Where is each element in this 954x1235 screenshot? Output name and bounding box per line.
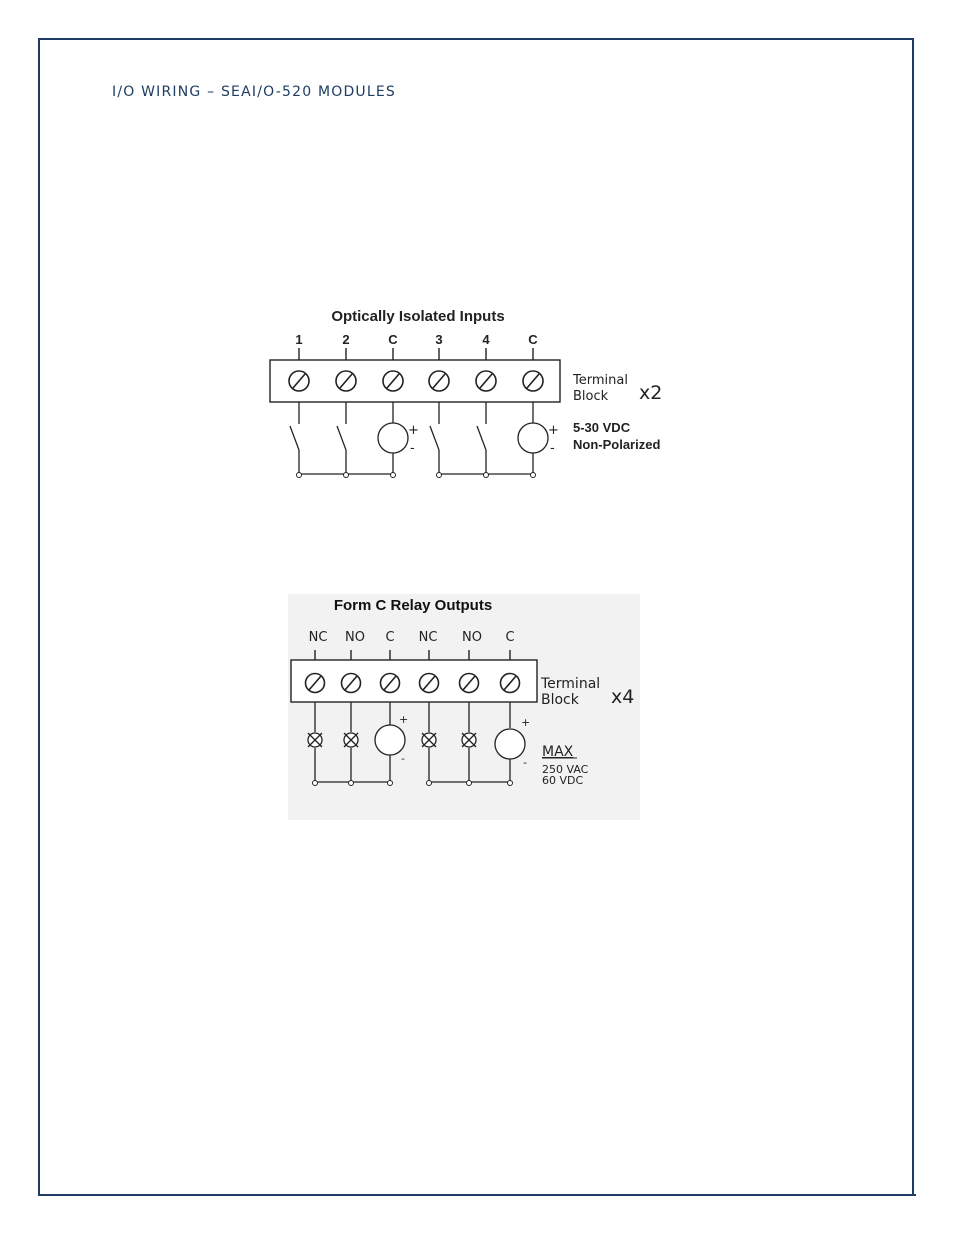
- outputs-max-label: MAX: [542, 744, 574, 760]
- outputs-terminal-label: NC: [308, 630, 328, 645]
- outputs-block-label-1: Terminal: [541, 676, 601, 692]
- outputs-multiplier: x4: [611, 686, 635, 708]
- inputs-terminal-label: C: [388, 332, 398, 347]
- outputs-rating-1: 250 VAC: [542, 763, 589, 776]
- outputs-plus-sign: +: [521, 716, 531, 729]
- inputs-block-label-2: Block: [573, 389, 609, 404]
- outputs-rating-2: 60 VDC: [542, 774, 584, 787]
- outputs-minus-sign: -: [523, 756, 527, 769]
- inputs-terminal-label: 3: [435, 332, 443, 347]
- inputs-minus-sign: -: [410, 441, 415, 456]
- inputs-terminal-label: 1: [295, 332, 303, 347]
- inputs-plus-sign: +: [548, 423, 559, 438]
- inputs-terminal-label: 2: [342, 332, 350, 347]
- outputs-terminal-label: NO: [345, 630, 365, 645]
- page-border-bottom: [38, 1194, 916, 1196]
- outputs-diagram-background: [288, 594, 640, 820]
- outputs-title: Form C Relay Outputs: [333, 597, 493, 614]
- inputs-wiring: [290, 402, 548, 474]
- inputs-wiring-diagram: [260, 300, 680, 485]
- outputs-plus-sign: +: [399, 713, 409, 726]
- outputs-terminal-label: NC: [418, 630, 438, 645]
- inputs-terminal-label: 4: [482, 332, 490, 347]
- inputs-voltage-label-1: 5-30 VDC: [573, 420, 631, 435]
- outputs-terminal-label: C: [385, 630, 395, 645]
- outputs-block-label-2: Block: [541, 692, 579, 708]
- inputs-terminal-block: [270, 360, 560, 402]
- inputs-title: Optically Isolated Inputs: [331, 308, 505, 325]
- outputs-terminal-label: C: [505, 630, 515, 645]
- inputs-multiplier: x2: [639, 382, 663, 404]
- inputs-plus-sign: +: [408, 423, 419, 438]
- inputs-block-label-1: Terminal: [573, 373, 628, 388]
- outputs-wiring-diagram: [288, 594, 640, 820]
- inputs-terminal-label: C: [528, 332, 538, 347]
- page-header-title: I/O WIRING – SEAI/O-520 MODULES: [112, 84, 397, 100]
- inputs-voltage-label-2: Non-Polarized: [573, 437, 661, 452]
- inputs-minus-sign: -: [550, 441, 555, 456]
- outputs-minus-sign: -: [401, 752, 405, 765]
- outputs-terminal-label: NO: [462, 630, 482, 645]
